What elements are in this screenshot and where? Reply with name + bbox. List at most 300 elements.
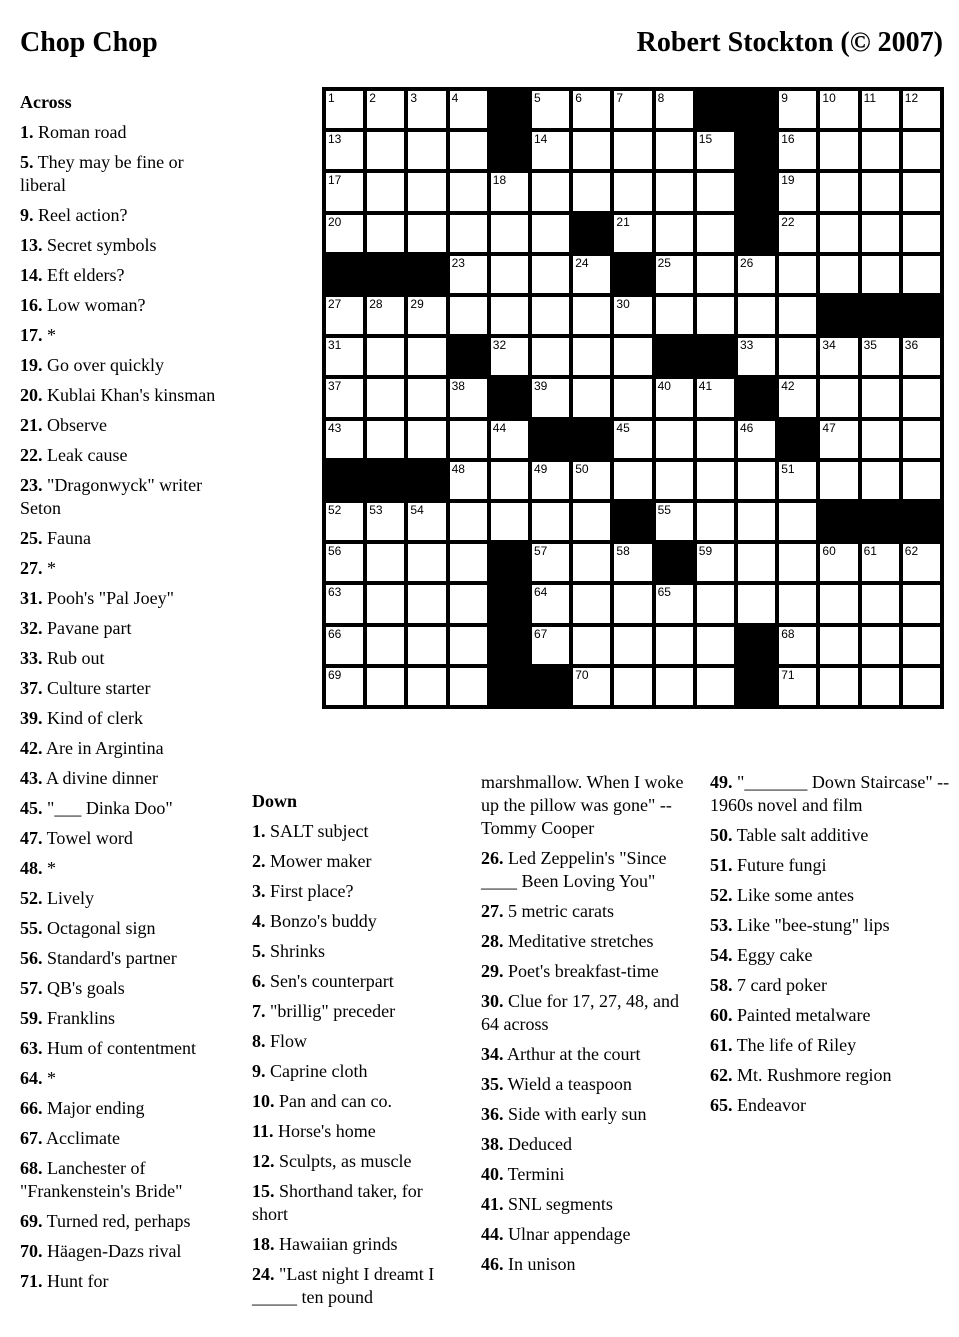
clue-down-38: 38. Deduced <box>481 1134 572 1154</box>
letter-cell[interactable] <box>656 627 693 664</box>
clue-number: 12. <box>252 1151 275 1171</box>
clue-down-51: 51. Future fungi <box>710 855 827 875</box>
letter-cell[interactable] <box>573 544 610 581</box>
letter-cell[interactable] <box>738 338 775 375</box>
letter-cell[interactable] <box>491 256 528 293</box>
clue-across-66: 66. Major ending <box>20 1098 145 1118</box>
clue-number: 37. <box>20 678 43 698</box>
letter-cell[interactable] <box>656 585 693 622</box>
clue-across-57: 57. QB's goals <box>20 978 125 998</box>
clue-across-47: 47. Towel word <box>20 828 133 848</box>
letter-cell[interactable] <box>408 91 445 128</box>
letter-cell[interactable] <box>367 215 404 252</box>
letter-cell[interactable] <box>779 462 816 499</box>
letter-cell[interactable] <box>367 585 404 622</box>
letter-cell[interactable] <box>697 215 734 252</box>
clue-number: 47. <box>20 828 43 848</box>
letter-cell[interactable] <box>862 668 899 705</box>
black-square <box>532 421 569 458</box>
letter-cell[interactable] <box>408 585 445 622</box>
letter-cell[interactable] <box>903 173 940 210</box>
clue-across-22: 22. Leak cause <box>20 445 128 465</box>
clue-down-15: 15. Shorthand taker, for short <box>252 1181 423 1224</box>
letter-cell[interactable] <box>820 215 857 252</box>
letter-cell[interactable] <box>367 173 404 210</box>
letter-cell[interactable] <box>656 421 693 458</box>
letter-cell[interactable] <box>532 544 569 581</box>
letter-cell[interactable] <box>367 91 404 128</box>
letter-cell[interactable] <box>738 297 775 334</box>
cell-number: 37 <box>328 379 342 394</box>
letter-cell[interactable] <box>862 215 899 252</box>
clue-number: 5. <box>252 941 266 961</box>
letter-cell[interactable] <box>779 544 816 581</box>
letter-cell[interactable] <box>614 462 651 499</box>
letter-cell[interactable] <box>614 421 651 458</box>
black-square <box>656 338 693 375</box>
clue-across-32: 32. Pavane part <box>20 618 132 638</box>
letter-cell[interactable] <box>697 668 734 705</box>
letter-cell[interactable] <box>326 668 363 705</box>
letter-cell[interactable] <box>573 256 610 293</box>
clue-number: 33. <box>20 648 43 668</box>
letter-cell[interactable] <box>532 338 569 375</box>
clue-down-24: 24. "Last night I dreamt I _____ ten pound <box>252 1264 435 1307</box>
letter-cell[interactable] <box>408 503 445 540</box>
letter-cell[interactable] <box>903 462 940 499</box>
cell-number: 22 <box>781 214 795 229</box>
letter-cell[interactable] <box>408 132 445 169</box>
clue-down-8: 8. Flow <box>252 1031 308 1051</box>
letter-cell[interactable] <box>450 421 487 458</box>
letter-cell[interactable] <box>532 379 569 416</box>
letter-cell[interactable] <box>450 256 487 293</box>
cell-number: 34 <box>822 338 836 353</box>
cell-number: 70 <box>575 667 589 682</box>
letter-cell[interactable] <box>903 215 940 252</box>
letter-cell[interactable] <box>862 585 899 622</box>
letter-cell[interactable] <box>738 462 775 499</box>
cell-number: 45 <box>616 420 630 435</box>
clue-number: 64. <box>20 1068 43 1088</box>
letter-cell[interactable] <box>326 173 363 210</box>
letter-cell[interactable] <box>491 297 528 334</box>
letter-cell[interactable] <box>532 173 569 210</box>
letter-cell[interactable] <box>862 421 899 458</box>
letter-cell[interactable] <box>862 338 899 375</box>
letter-cell[interactable] <box>820 91 857 128</box>
letter-cell[interactable] <box>656 462 693 499</box>
letter-cell[interactable] <box>614 379 651 416</box>
clue-number: 27. <box>20 558 43 578</box>
letter-cell[interactable] <box>903 668 940 705</box>
letter-cell[interactable] <box>532 627 569 664</box>
clue-down-30: 30. Clue for 17, 27, 48, and 64 across <box>481 991 679 1034</box>
clue-down-18: 18. Hawaiian grinds <box>252 1234 398 1254</box>
letter-cell[interactable] <box>738 544 775 581</box>
letter-cell[interactable] <box>820 256 857 293</box>
cell-number: 42 <box>781 379 795 394</box>
black-square <box>862 297 899 334</box>
clue-number: 19. <box>20 355 43 375</box>
letter-cell[interactable] <box>326 421 363 458</box>
black-square <box>614 256 651 293</box>
letter-cell[interactable] <box>903 256 940 293</box>
clue-down-62: 62. Mt. Rushmore region <box>710 1065 892 1085</box>
letter-cell[interactable] <box>326 91 363 128</box>
letter-cell[interactable] <box>532 297 569 334</box>
letter-cell[interactable] <box>491 421 528 458</box>
cell-number: 57 <box>534 544 548 559</box>
letter-cell[interactable] <box>862 132 899 169</box>
letter-cell[interactable] <box>614 544 651 581</box>
letter-cell[interactable] <box>408 297 445 334</box>
letter-cell[interactable] <box>614 668 651 705</box>
letter-cell[interactable] <box>367 544 404 581</box>
black-square <box>738 627 775 664</box>
cell-number: 28 <box>369 297 383 311</box>
clue-across-37: 37. Culture starter <box>20 678 151 698</box>
letter-cell[interactable] <box>408 544 445 581</box>
letter-cell[interactable] <box>697 173 734 210</box>
letter-cell[interactable] <box>450 503 487 540</box>
letter-cell[interactable] <box>573 585 610 622</box>
letter-cell[interactable] <box>697 627 734 664</box>
letter-cell[interactable] <box>656 256 693 293</box>
letter-cell[interactable] <box>738 503 775 540</box>
clue-number: 59. <box>20 1008 43 1028</box>
cell-number: 21 <box>616 214 630 229</box>
letter-cell[interactable] <box>614 585 651 622</box>
cell-number: 43 <box>328 420 342 435</box>
clue-across-25: 25. Fauna <box>20 528 91 548</box>
letter-cell[interactable] <box>779 215 816 252</box>
across-clue-list <box>20 121 225 1293</box>
letter-cell[interactable] <box>779 256 816 293</box>
letter-cell[interactable] <box>326 503 363 540</box>
letter-cell[interactable] <box>532 256 569 293</box>
letter-cell[interactable] <box>862 173 899 210</box>
letter-cell[interactable] <box>656 668 693 705</box>
black-square <box>656 544 693 581</box>
letter-cell[interactable] <box>573 91 610 128</box>
letter-cell[interactable] <box>367 379 404 416</box>
letter-cell[interactable] <box>450 132 487 169</box>
letter-cell[interactable] <box>697 256 734 293</box>
letter-cell[interactable] <box>903 132 940 169</box>
letter-cell[interactable] <box>326 585 363 622</box>
clue-24-continuation: marshmallow. When I woke up the pillow was gone" -- Tommy Cooper <box>481 772 684 838</box>
letter-cell[interactable] <box>779 585 816 622</box>
clue-down-35: 35. Wield a teaspoon <box>481 1074 632 1094</box>
cell-number: 25 <box>657 255 671 270</box>
letter-cell[interactable] <box>820 544 857 581</box>
clue-across-56: 56. Standard's partner <box>20 948 177 968</box>
letter-cell[interactable] <box>367 297 404 334</box>
letter-cell[interactable] <box>656 215 693 252</box>
letter-cell[interactable] <box>862 256 899 293</box>
letter-cell[interactable] <box>903 627 940 664</box>
cell-number: 60 <box>822 544 836 559</box>
cell-number: 55 <box>657 503 671 517</box>
letter-cell[interactable] <box>656 91 693 128</box>
letter-cell[interactable] <box>862 379 899 416</box>
letter-cell[interactable] <box>779 338 816 375</box>
cell-number: 46 <box>740 420 754 435</box>
across-clues-column <box>20 91 225 1300</box>
down-clue-list-2 <box>481 847 693 1276</box>
letter-cell[interactable] <box>326 544 363 581</box>
clue-number: 60. <box>710 1005 733 1025</box>
cell-number: 33 <box>740 338 754 353</box>
clue-down-1: 1. SALT subject <box>252 821 369 841</box>
across-heading: Across <box>20 92 72 112</box>
letter-cell[interactable] <box>738 421 775 458</box>
letter-cell[interactable] <box>450 585 487 622</box>
letter-cell[interactable] <box>779 91 816 128</box>
letter-cell[interactable] <box>491 462 528 499</box>
clue-across-52: 52. Lively <box>20 888 94 908</box>
letter-cell[interactable] <box>367 668 404 705</box>
clue-number: 63. <box>20 1038 43 1058</box>
cell-number: 2 <box>369 91 376 105</box>
letter-cell[interactable] <box>326 338 363 375</box>
letter-cell[interactable] <box>903 338 940 375</box>
letter-cell[interactable] <box>820 585 857 622</box>
clue-number: 66. <box>20 1098 43 1118</box>
clue-across-20: 20. Kublai Khan's kinsman <box>20 385 216 405</box>
letter-cell[interactable] <box>491 215 528 252</box>
black-square <box>491 627 528 664</box>
letter-cell[interactable] <box>450 627 487 664</box>
letter-cell[interactable] <box>408 421 445 458</box>
letter-cell[interactable] <box>408 668 445 705</box>
letter-cell[interactable] <box>573 132 610 169</box>
cell-number: 35 <box>863 338 877 353</box>
letter-cell[interactable] <box>820 379 857 416</box>
letter-cell[interactable] <box>820 627 857 664</box>
clue-number: 36. <box>481 1104 504 1124</box>
cell-number: 1 <box>328 91 335 105</box>
letter-cell[interactable] <box>614 215 651 252</box>
letter-cell[interactable] <box>450 668 487 705</box>
letter-cell[interactable] <box>491 173 528 210</box>
black-square <box>738 91 775 128</box>
letter-cell[interactable] <box>573 462 610 499</box>
cell-number: 24 <box>575 255 589 270</box>
letter-cell[interactable] <box>614 173 651 210</box>
letter-cell[interactable] <box>656 503 693 540</box>
letter-cell[interactable] <box>656 379 693 416</box>
letter-cell[interactable] <box>408 173 445 210</box>
letter-cell[interactable] <box>903 585 940 622</box>
letter-cell[interactable] <box>779 668 816 705</box>
letter-cell[interactable] <box>573 379 610 416</box>
letter-cell[interactable] <box>862 627 899 664</box>
clue-across-13: 13. Secret symbols <box>20 235 157 255</box>
clue-down-41: 41. SNL segments <box>481 1194 613 1214</box>
letter-cell[interactable] <box>491 503 528 540</box>
cell-number: 17 <box>328 173 342 188</box>
cell-number: 20 <box>328 214 342 229</box>
letter-cell[interactable] <box>862 462 899 499</box>
letter-cell[interactable] <box>779 379 816 416</box>
letter-cell[interactable] <box>614 91 651 128</box>
black-square <box>738 132 775 169</box>
letter-cell[interactable] <box>573 338 610 375</box>
clue-number: 7. <box>252 1001 266 1021</box>
clue-number: 17. <box>20 325 43 345</box>
letter-cell[interactable] <box>491 338 528 375</box>
letter-cell[interactable] <box>450 379 487 416</box>
letter-cell[interactable] <box>697 421 734 458</box>
letter-cell[interactable] <box>573 503 610 540</box>
cell-number: 53 <box>369 503 383 517</box>
letter-cell[interactable] <box>573 173 610 210</box>
letter-cell[interactable] <box>903 91 940 128</box>
cell-number: 4 <box>451 91 459 105</box>
letter-cell[interactable] <box>862 544 899 581</box>
letter-cell[interactable] <box>532 132 569 169</box>
letter-cell[interactable] <box>573 297 610 334</box>
cell-number: 59 <box>698 544 713 559</box>
clue-number: 41. <box>481 1194 504 1214</box>
letter-cell[interactable] <box>903 421 940 458</box>
letter-cell[interactable] <box>408 627 445 664</box>
letter-cell[interactable] <box>779 173 816 210</box>
black-square <box>738 215 775 252</box>
letter-cell[interactable] <box>326 627 363 664</box>
letter-cell[interactable] <box>367 132 404 169</box>
letter-cell[interactable] <box>697 503 734 540</box>
clue-number: 24. <box>252 1264 275 1284</box>
letter-cell[interactable] <box>820 132 857 169</box>
letter-cell[interactable] <box>862 91 899 128</box>
clue-number: 71. <box>20 1271 43 1291</box>
clue-number: 3. <box>252 881 266 901</box>
letter-cell[interactable] <box>903 544 940 581</box>
letter-cell[interactable] <box>779 627 816 664</box>
cell-number: 27 <box>328 297 342 311</box>
black-square <box>491 544 528 581</box>
cell-number: 8 <box>657 91 665 105</box>
black-square <box>614 503 651 540</box>
clue-number: 8. <box>252 1031 266 1051</box>
cell-number: 19 <box>781 173 795 188</box>
cell-number: 64 <box>534 585 548 600</box>
letter-cell[interactable] <box>820 173 857 210</box>
letter-cell[interactable] <box>738 256 775 293</box>
clue-number: 27. <box>481 901 504 921</box>
clue-across-42: 42. Are in Argintina <box>20 738 164 758</box>
clue-number: 1. <box>20 122 34 142</box>
letter-cell[interactable] <box>450 91 487 128</box>
letter-cell[interactable] <box>450 215 487 252</box>
letter-cell[interactable] <box>532 462 569 499</box>
clue-across-67: 67. Acclimate <box>20 1128 120 1148</box>
letter-cell[interactable] <box>614 297 651 334</box>
cell-number: 66 <box>328 626 342 641</box>
down-clue-list-1 <box>252 820 462 1309</box>
letter-cell[interactable] <box>532 585 569 622</box>
letter-cell[interactable] <box>820 668 857 705</box>
letter-cell[interactable] <box>697 462 734 499</box>
letter-cell[interactable] <box>779 503 816 540</box>
cell-number: 67 <box>534 626 548 641</box>
letter-cell[interactable] <box>820 338 857 375</box>
clue-down-4: 4. Bonzo's buddy <box>252 911 377 931</box>
cell-number: 58 <box>616 544 630 559</box>
letter-cell[interactable] <box>697 132 734 169</box>
letter-cell[interactable] <box>450 173 487 210</box>
letter-cell[interactable] <box>697 585 734 622</box>
clue-across-9: 9. Reel action? <box>20 205 128 225</box>
letter-cell[interactable] <box>532 503 569 540</box>
clue-number: 51. <box>710 855 733 875</box>
letter-cell[interactable] <box>408 379 445 416</box>
cell-number: 18 <box>492 173 507 188</box>
clue-across-23: 23. "Dragonwyck" writer Seton <box>20 475 203 518</box>
letter-cell[interactable] <box>367 503 404 540</box>
letter-cell[interactable] <box>903 379 940 416</box>
letter-cell[interactable] <box>532 91 569 128</box>
clue-number: 45. <box>20 798 43 818</box>
letter-cell[interactable] <box>614 338 651 375</box>
letter-cell[interactable] <box>450 297 487 334</box>
clue-down-28: 28. Meditative stretches <box>481 931 654 951</box>
letter-cell[interactable] <box>326 215 363 252</box>
letter-cell[interactable] <box>573 668 610 705</box>
clue-down-27: 27. 5 metric carats <box>481 901 614 921</box>
letter-cell[interactable] <box>367 421 404 458</box>
letter-cell[interactable] <box>779 132 816 169</box>
clue-number: 6. <box>252 971 266 991</box>
letter-cell[interactable] <box>326 297 363 334</box>
letter-cell[interactable] <box>656 132 693 169</box>
letter-cell[interactable] <box>408 338 445 375</box>
letter-cell[interactable] <box>614 627 651 664</box>
letter-cell[interactable] <box>779 297 816 334</box>
letter-cell[interactable] <box>367 627 404 664</box>
letter-cell[interactable] <box>697 297 734 334</box>
letter-cell[interactable] <box>820 421 857 458</box>
cell-number: 13 <box>328 132 342 147</box>
letter-cell[interactable] <box>573 627 610 664</box>
letter-cell[interactable] <box>326 132 363 169</box>
letter-cell[interactable] <box>450 462 487 499</box>
letter-cell[interactable] <box>408 215 445 252</box>
letter-cell[interactable] <box>450 544 487 581</box>
letter-cell[interactable] <box>326 379 363 416</box>
letter-cell[interactable] <box>820 462 857 499</box>
letter-cell[interactable] <box>367 338 404 375</box>
letter-cell[interactable] <box>738 585 775 622</box>
letter-cell[interactable] <box>656 297 693 334</box>
clue-number: 11. <box>252 1121 274 1141</box>
black-square <box>491 585 528 622</box>
clue-number: 48. <box>20 858 43 878</box>
clue-number: 53. <box>710 915 733 935</box>
cell-number: 54 <box>410 503 424 517</box>
letter-cell[interactable] <box>656 173 693 210</box>
clue-number: 54. <box>710 945 733 965</box>
letter-cell[interactable] <box>532 215 569 252</box>
cell-number: 38 <box>451 379 465 394</box>
letter-cell[interactable] <box>697 379 734 416</box>
clue-across-39: 39. Kind of clerk <box>20 708 143 728</box>
letter-cell[interactable] <box>697 544 734 581</box>
letter-cell[interactable] <box>614 132 651 169</box>
